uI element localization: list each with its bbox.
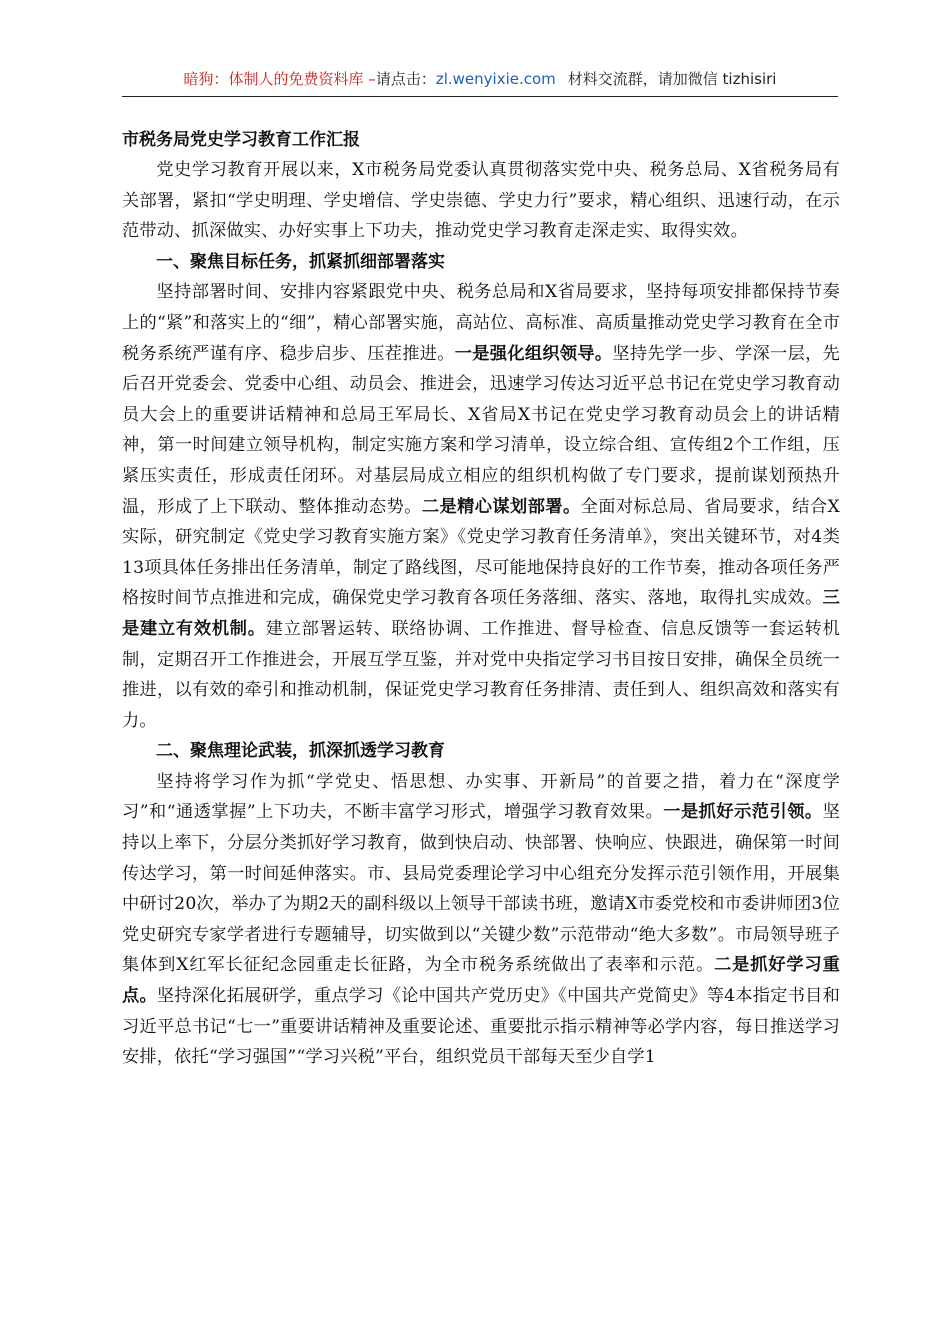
document-title: 市税务局党史学习教育工作汇报 xyxy=(122,130,360,150)
section-2-point-2-text: 坚持深化拓展研学，重点学习《论中国共产党历史》《中国共产党简史》等4本指定书目和习近平总书记“七一”重要讲话精神及重要论述、重要批示指示精神等必学内容，每日推送学习安排，依托“学习强国”“学习兴税”平台，组织党员干部每天至少自学1 xyxy=(122,986,840,1068)
section-1-point-2-text: 全面对标总局、省局要求，结合X实际，研究制定《党史学习教育实施方案》《党史学习教育任务清单》，突出关键环节，对4类13项具体任务排出任务清单，制定了路线图，尽可能地保持良好的工作节奏，推动各项任务严格按时间节点推进和完成，确保党史学习教育各项任务落细、落实、落地，取得扎实成效。 xyxy=(122,496,840,609)
section-1-point-3-title: 三是建立有效机制。 xyxy=(122,588,840,639)
intro-paragraph: 党史学习教育开展以来，X市税务局党委认真贯彻落实党中央、税务总局、X省税务局有关部署，紧扣“学史明理、学史增信、学史崇德、学史力行”要求，精心组织、迅速行动，在示范带动、抓深做实、办好实事上下功夫，推动党史学习教育走深走实、取得实效。 xyxy=(122,160,840,242)
section-2-point-1-title: 一是抓好示范引领。 xyxy=(663,802,823,823)
document-body xyxy=(122,125,840,1073)
section-1-heading: 一、聚焦目标任务，抓紧抓细部署落实 xyxy=(156,251,445,272)
section-1-point-2-title: 二是精心谋划部署。 xyxy=(421,496,581,517)
section-2-heading: 二、聚焦理论武装，抓深抓透学习教育 xyxy=(156,741,445,762)
section-2-paragraph xyxy=(122,767,840,1073)
page-header-banner xyxy=(122,62,838,97)
section-1-point-1-text: 坚持先学一步、学深一层，先后召开党委会、党委中心组、动员会、推进会，迅速学习传达习近平总书记在党史学习教育动员大会上的重要讲话精神和总局王军局长、X省局X书记在党史学习教育动员会上的讲话精神，第一时间建立领导机构，制定实施方案和学习清单，设立综合组、宣传组2个工作组，压紧压实责任，形成责任闭环。对基层局成立相应的组织机构做了专门要求，提前谋划预热升温，形成了上下联动、整体推动态势。 xyxy=(122,343,840,517)
section-1-paragraph xyxy=(122,277,840,736)
section-1-point-3-text: 建立部署运转、联络协调、工作推进、督导检查、信息反馈等一套运转机制，定期召开工作推进会，开展互学互鉴，并对党中央指定学习书目按日安排，确保全员统一推进，以有效的牵引和推动机制，保证党史学习教育任务排清、责任到人、组织高效和落实有力。 xyxy=(122,618,840,731)
header-click-prompt: 请点击： xyxy=(375,70,436,88)
header-site-link[interactable]: zl.wenyixie.com xyxy=(435,70,556,88)
section-1-point-1-title: 一是强化组织领导。 xyxy=(454,343,613,364)
header-separator: – xyxy=(363,70,376,88)
section-2-point-1-text: 坚持以上率下，分层分类抓好学习教育，做到快启动、快部署、快响应、快跟进，确保第一时间传达学习，第一时间延伸落实。市、县局党委理论学习中心组充分发挥示范引领作用，开展集中研讨20次，举办了为期2天的副科级以上领导干部读书班，邀请X市委党校和市委讲师团3位党史研究专家学者进行专题辅导，切实做到以“关键少数”示范带动“绝大多数”。市局领导班子集体到X红军长征纪念园重走长征路，为全市税务系统做出了表率和示范。 xyxy=(122,802,840,976)
header-brand-text: 暗狗：体制人的免费资料库 xyxy=(183,70,364,88)
section-2-point-2-title: 二是抓好学习重点。 xyxy=(122,955,840,1007)
header-contact-text: 材料交流群，请加微信 tizhisiri xyxy=(567,70,777,88)
section-1-lead: 坚持部署时间、安排内容紧跟党中央、税务总局和X省局要求，坚持每项安排都保持节奏上的“紧”和落实上的“细”，精心部署实施，高站位、高标准、高质量推动党史学习教育在全市税务系统严谨有序、稳步启步、压茬推进。 xyxy=(122,282,840,364)
section-2-lead: 坚持将学习作为抓“学党史、悟思想、办实事、开新局”的首要之措，着力在“深度学习”和“通透掌握”上下功夫，不断丰富学习形式，增强学习教育效果。 xyxy=(122,771,840,823)
